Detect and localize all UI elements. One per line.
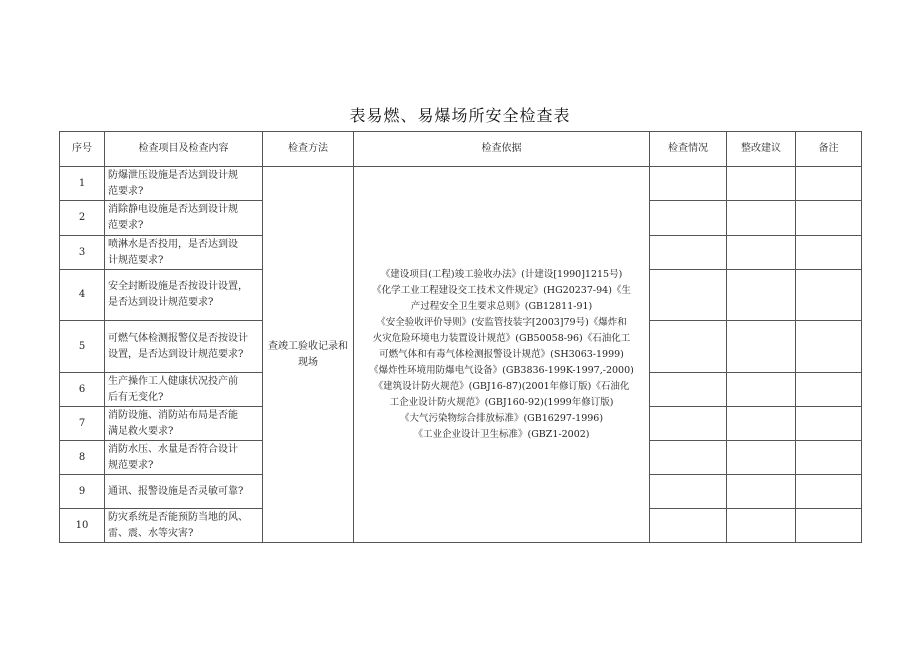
check-item-line: 生产操作工人健康状况投产前 bbox=[108, 375, 238, 387]
col-header-item: 检查项目及检查内容 bbox=[105, 132, 263, 167]
check-item bbox=[105, 270, 263, 321]
suggestion-cell[interactable] bbox=[727, 373, 796, 407]
status-cell[interactable] bbox=[650, 167, 727, 201]
basis-cell bbox=[354, 167, 650, 543]
suggestion-cell[interactable] bbox=[727, 407, 796, 441]
row-number: 8 bbox=[60, 441, 105, 475]
suggestion-cell[interactable] bbox=[727, 441, 796, 475]
basis-line: 《安全验收评价导则》(安监管技装字[2003]79号)《爆炸和 bbox=[376, 316, 627, 328]
status-cell[interactable] bbox=[650, 441, 727, 475]
row-number: 6 bbox=[60, 373, 105, 407]
status-cell[interactable] bbox=[650, 509, 727, 543]
basis-line: 可燃气体和有毒气体检测报警设计规范》(SH3063-1999) bbox=[379, 348, 624, 360]
check-item bbox=[105, 407, 263, 441]
check-item bbox=[105, 509, 263, 543]
check-item-line: 范要求? bbox=[108, 220, 144, 231]
col-header-method: 检查方法 bbox=[263, 132, 354, 167]
check-item-line: 通讯、报警设施是否灵敏可靠? bbox=[108, 485, 244, 497]
check-item bbox=[105, 321, 263, 373]
suggestion-cell[interactable] bbox=[727, 475, 796, 509]
remark-cell[interactable] bbox=[796, 270, 862, 321]
row-number: 4 bbox=[60, 270, 105, 321]
check-item bbox=[105, 201, 263, 236]
row-number: 10 bbox=[60, 509, 105, 543]
check-item-line: 雷、震、水等灾害? bbox=[108, 527, 194, 539]
status-cell[interactable] bbox=[650, 270, 727, 321]
remark-cell[interactable] bbox=[796, 321, 862, 373]
check-item-line: 安全封断设施是否按设计设置， bbox=[108, 281, 248, 292]
suggestion-cell[interactable] bbox=[727, 201, 796, 236]
row-number: 2 bbox=[60, 201, 105, 236]
check-item bbox=[105, 475, 263, 509]
check-item bbox=[105, 441, 263, 475]
remark-cell[interactable] bbox=[796, 236, 862, 270]
row-number: 1 bbox=[60, 167, 105, 201]
check-item bbox=[105, 167, 263, 201]
check-item-line: 消防水压、水量是否符合设计 bbox=[108, 443, 238, 455]
check-item-line: 喷淋水是否投用，是否达到设 bbox=[108, 238, 238, 250]
basis-line: 《建设项目(工程)竣工验收办法》(计建设[1990]1215号) bbox=[380, 268, 623, 280]
check-item bbox=[105, 373, 263, 407]
basis-line: 《爆炸性环境用防爆电气设备》(GB3836-199K-1997,-2000) bbox=[369, 364, 634, 376]
check-item-line: 规范要求? bbox=[108, 459, 154, 471]
remark-cell[interactable] bbox=[796, 407, 862, 441]
suggestion-cell[interactable] bbox=[727, 270, 796, 321]
suggestion-cell[interactable] bbox=[727, 236, 796, 270]
row-number: 9 bbox=[60, 475, 105, 509]
remark-cell[interactable] bbox=[796, 167, 862, 201]
inspection-table bbox=[59, 131, 862, 543]
col-header-status: 检查情况 bbox=[650, 132, 727, 167]
row-number: 7 bbox=[60, 407, 105, 441]
header-row bbox=[60, 132, 862, 167]
basis-line: 火灾危险环境电力装置设计规范》(GB50058-96)《石油化工 bbox=[372, 332, 631, 344]
status-cell[interactable] bbox=[650, 475, 727, 509]
basis-line: 《大气污染物综合排放标准》(GB16297-1996) bbox=[399, 412, 604, 424]
status-cell[interactable] bbox=[650, 321, 727, 373]
suggestion-cell[interactable] bbox=[727, 509, 796, 543]
check-item-line: 消防设施、消防站布局是否能 bbox=[108, 409, 238, 421]
basis-line: 《化学工业工程建设交工技术文件规定》(HG20237-94)《生 bbox=[372, 284, 631, 296]
table-row bbox=[60, 167, 862, 201]
method-line: 查竣工验收记录和 bbox=[268, 340, 348, 352]
method-cell bbox=[263, 167, 354, 543]
col-header-no: 序号 bbox=[60, 132, 105, 167]
row-number: 3 bbox=[60, 236, 105, 270]
check-item-line: 计规范要求? bbox=[108, 254, 164, 266]
check-item-line: 防爆泄压设施是否达到设计规 bbox=[108, 169, 238, 181]
check-item-line: 范要求? bbox=[108, 185, 144, 197]
suggestion-cell[interactable] bbox=[727, 167, 796, 201]
col-header-remark: 备注 bbox=[796, 132, 862, 167]
check-item-line: 消除静电设施是否达到设计规 bbox=[108, 204, 238, 215]
col-header-basis: 检查依据 bbox=[354, 132, 650, 167]
page-title: 表易燃、易爆场所安全检查表 bbox=[349, 106, 571, 125]
check-item-line: 可燃气体检测报警仪是否按设计 bbox=[108, 332, 248, 344]
status-cell[interactable] bbox=[650, 407, 727, 441]
remark-cell[interactable] bbox=[796, 509, 862, 543]
method-line: 现场 bbox=[298, 356, 318, 368]
remark-cell[interactable] bbox=[796, 441, 862, 475]
basis-line: 《建筑设计防火规范》(GBJ16-87)(2001年修订版)《石油化 bbox=[373, 380, 630, 392]
remark-cell[interactable] bbox=[796, 373, 862, 407]
basis-line: 《工业企业设计卫生标准》(GBZ1-2002) bbox=[413, 428, 590, 440]
check-item bbox=[105, 236, 263, 270]
status-cell[interactable] bbox=[650, 236, 727, 270]
status-cell[interactable] bbox=[650, 201, 727, 236]
basis-line: 产过程安全卫生要求总则》(GB12811-91) bbox=[410, 300, 593, 312]
suggestion-cell[interactable] bbox=[727, 321, 796, 373]
remark-cell[interactable] bbox=[796, 201, 862, 236]
row-number: 5 bbox=[60, 321, 105, 373]
check-item-line: 是否达到设计规范要求? bbox=[108, 297, 214, 308]
check-item-line: 设置，是否达到设计规范要求? bbox=[108, 348, 244, 360]
status-cell[interactable] bbox=[650, 373, 727, 407]
remark-cell[interactable] bbox=[796, 475, 862, 509]
col-header-suggestion: 整改建议 bbox=[727, 132, 796, 167]
check-item-line: 后有无变化? bbox=[108, 391, 164, 403]
check-item-line: 满足救火要求? bbox=[108, 425, 174, 437]
basis-line: 工企业设计防火规范》(GBJ160-92)(1999年修订版) bbox=[389, 396, 614, 408]
check-item-line: 防灾系统是否能预防当地的风、 bbox=[108, 511, 248, 523]
